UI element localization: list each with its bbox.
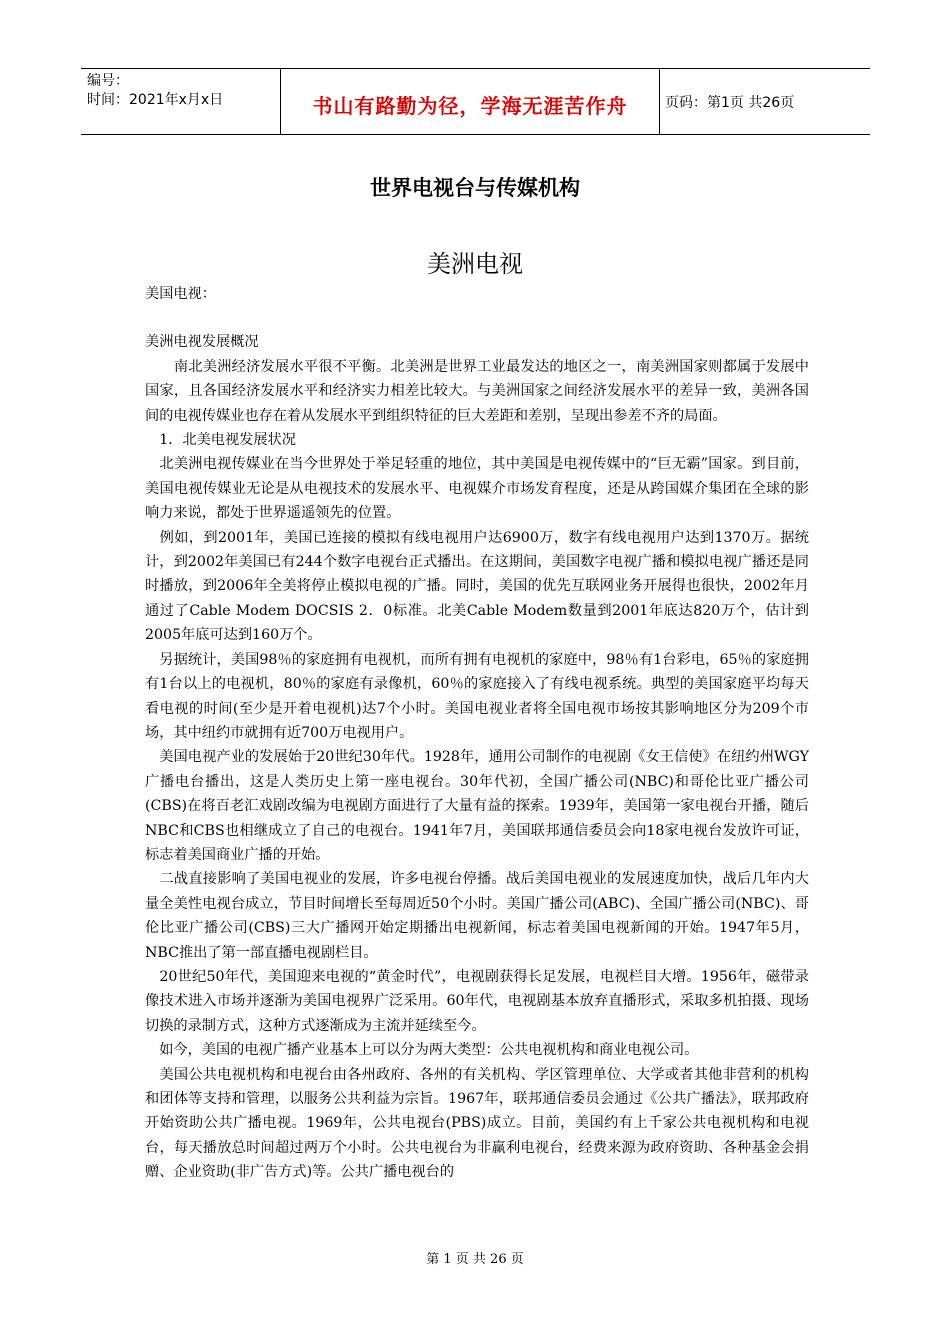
header-number-label: 编号： (87, 73, 129, 89)
paragraph: 美国公共电视机构和电视台由各州政府、各州的有关机构、学区管理单位、大学或者其他非营利的机构和团体等支持和管理，以服务公共利益为宗旨。1967年，联邦通信委员会通过《公共广播法》，联邦政府开始资助公共广播电视。1969年，公共电视台(PBS)成立。目前，美国约有上千家公共电视机构和电视台，每天播放总时间超过两万个小时。公共电视台为非赢利电视台，经费来源为政府资助、各种基金会捐赠、企业资助(非广告方式)等。公共广播电视台的 (145, 1066, 809, 1181)
header-page-info: 页码：第1页 共26页 (665, 95, 795, 111)
paragraph: 20世纪50年代，美国迎来电视的“黄金时代”，电视剧获得长足发展，电视栏目大增。1956年，磁带录像技术进入市场并逐渐为美国电视界广泛采用。60年代，电视剧基本放弃直播形式，采取多机拍摄、现场切换的录制方式，这种方式逐渐成为主流并延续至今。 (145, 968, 809, 1034)
section-title: 美洲电视 (427, 250, 523, 278)
paragraph: 1．北美电视发展状况 (145, 432, 296, 449)
page-header (81, 68, 870, 135)
paragraph: 二战直接影响了美国电视业的发展，许多电视台停播。战后美国电视业的发展速度加快，战后几年内大量全美性电视台成立，节目时间增长至每周近50个小时。美国广播公司(ABC)、全国广播公司(NBC)、哥伦比亚广播公司(CBS)三大广播网开始定期播出电视新闻，标志着美国电视新闻的开始。1947年5月，NBC推出了第一部直播电视剧栏目。 (145, 871, 809, 961)
header-meta (87, 72, 277, 110)
paragraph: 例如，到2001年，美国已连接的模拟有线电视用户达6900万，数字有线电视用户达到1370万。据统计，到2002年美国已有244个数字电视台正式播出。在这期间，美国数字电视广播和模拟电视广播还是同时播放，到2006年全美将停止模拟电视的广播。同时，美国的优先互联网业务开展得也很快，2002年月通过了Cable Modem DOCSIS 2．0标准。北美Cable Modem数量到2001年底达820万个，估计到2005年底可达到160万个。 (145, 529, 809, 644)
subsection-heading: 美国电视： (145, 286, 216, 302)
paragraph: 另据统计，美国98％的家庭拥有电视机，而所有拥有电视机的家庭中，98％有1台彩电，65％的家庭拥有1台以上的电视机，80％的家庭有录像机，60％的家庭接入了有线电视系统。典型的美国家庭平均每天看电视的时间(至少是开着电视机)达7个小时。美国电视业者将全国电视市场按其影响地区分为209个市场，其中纽约市就拥有近700万电视用户。 (145, 651, 809, 741)
topic-heading: 美洲电视发展概况 (145, 334, 259, 351)
document-title: 世界电视台与传媒机构 (370, 176, 580, 200)
header-motto-cell (280, 69, 660, 135)
paragraph: 南北美洲经济发展水平很不平衡。北美洲是世界工业最发达的地区之一，南美洲国家则都属于发展中国家，且各国经济发展水平和经济实力相差比较大。与美洲国家之间经济发展水平的差异一致，美洲各国间的电视传媒业也存在着从发展水平到组织特征的巨大差距和差别，呈现出参差不齐的局面。 (145, 358, 809, 424)
header-time-label: 时间：2021年x月x日 (87, 92, 224, 108)
paragraph: 如今，美国的电视广播产业基本上可以分为两大类型：公共电视机构和商业电视公司。 (145, 1042, 699, 1059)
paragraph: 北美洲电视传媒业在当今世界处于举足轻重的地位，其中美国是电视传媒中的“巨无霸”国家。到目前，美国电视传媒业无论是从电视技术的发展水平、电视媒介市场发育程度，还是从跨国媒介集团在全球的影响力来说，都处于世界遥遥领先的位置。 (145, 456, 809, 522)
page-footer: 第 1 页 共 26 页 (426, 1252, 524, 1267)
document-body (145, 282, 809, 1185)
paragraph: 美国电视产业的发展始于20世纪30年代。1928年，通用公司制作的电视剧《女王信使》在纽约州WGY广播电台播出，这是人类历史上第一座电视台。30年代初，全国广播公司(NBC)和哥伦比亚广播公司(CBS)在将百老汇戏剧改编为电视剧方面进行了大量有益的探索。1939年，美国第一家电视台开播，随后NBC和CBS也相继成立了自己的电视台。1941年7月，美国联邦通信委员会向18家电视台发放许可证，标志着美国商业广播的开始。 (145, 749, 809, 863)
header-motto: 书山有路勤为径，学海无涯苦作舟 (312, 93, 628, 118)
